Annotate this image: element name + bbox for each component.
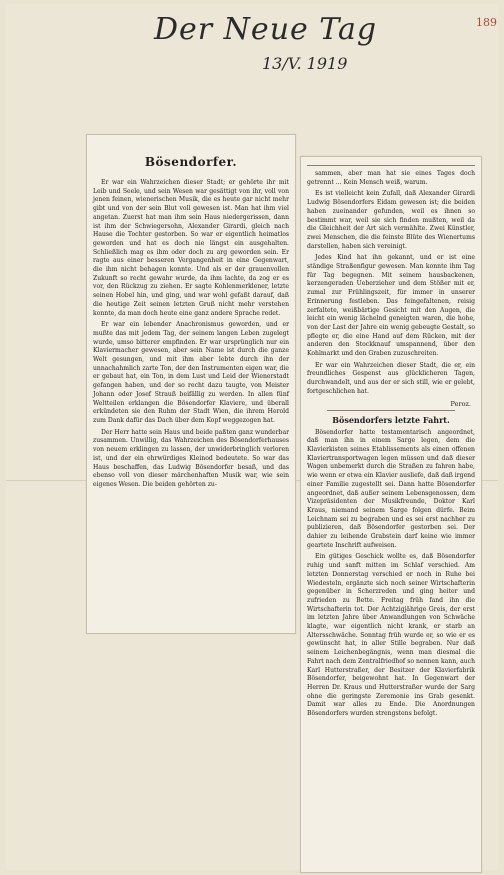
archive-sheet [6,4,498,870]
paragraph: Er war ein Wahrzeichen dieser Stadt, die er, ein freundliches Gespenst aus glücklicheren Tagen, durchwandelt, und aus der er sich still, wie er gelebt, fortgeschlichen hat. [307,361,475,395]
article-title: Bösendorfer. [144,155,238,169]
paragraph: sammen, aber man hat sie eines Tages doch getrennt ... Kein Mensch weiß, warum. [307,170,475,186]
clipping-left-column [86,134,296,634]
paragraph: Jedes Kind hat ihn gekannt, und er ist eine ständige Straßenfigur gewesen. Man konnte ihm Tag für Tag begegnen. Mit seinem hausbackenen, kerzengeraden Ueberzieher und dem Stößer mit er, zumal zur Frühlingszeit, für immer in unserer Erinnerung festleben. Das feingefaltenen, reisig zerfaltete, weißbärtige Gesicht mit den Augen, die leicht ein wenig lächelnd geneigten waren, die hohe, von der Last der Jahre ein wenig gebeugte Gestalt, so pflegte er, die eine Hand auf dem Rücken, mit der anderen den Stockknauf umspannend, über den Kohlmarkt und den Graben zuzuschreiten. [307,254,475,358]
paragraph: Er war ein lebender Anachronismus geworden, und er mußte das mit jedem Tag, der seinem langen Leben zugelegt wurde, umso bitterer empfinden. Er war ursprünglich nur ein Klaviermacher gewesen, aber sein Name ist durch die ganze Welt gesungen, und mit ihm aber lebte durch ihn der unnachahmlich zarte Ton, der den Instrumenten eigen war, die er gebaut hat, ein Ton, in dem Lust und Leid der Wienerstadt gefangen haben, und der so recht dazu taugte, von Meister Johann oder Josef Strauß beifällig zu werden. In allen fünf Weltteilen erklangen die Bösendorfer Klaviere, und überall erkündeten sie den Ruhm der Stadt Wien, die ihrem Herold zum Dank dafür das Dach über dem Kopf weggezogen hat. [93,321,289,424]
right-column-text-bottom [307,429,475,719]
clipping-right-column [300,156,482,873]
column-rule [307,165,475,166]
left-column-text [93,179,289,490]
paragraph: Es ist vielleicht kein Zufall, daß Alexander Girardi Ludwig Bösendorfers Eidam gewesen ist; die beiden haben zueinander gefunden, weil es ihnen so bestimmt war, weil sie sich finden mußten, weil da die Gleichheit der Art sich vermählte. Zwei Künstler, zwei Menschen, die die feinste Blüte des Wienertums darstellen, haben sich vereinigt. [307,190,475,250]
section-divider [327,410,455,411]
paragraph: Er war ein Wahrzeichen dieser Stadt; er gehörte ihr mit Leib und Seele, und sein Wesen war gesättigt von ihr, voll von jenen feinen, wienerischen Musik, die es heute gar nicht mehr gibt und von der sein Blut voll gewesen ist. Man hat ihm viel angetan. Zuerst hat man ihm sein Haus niedergerissen, dann ist ihm der Schwiegersohn, Alexander Girardi, gleich nach Hause die Tochter gestorben. So war er eigentlich heimatlos geworden und hat es doch nie längst ein ausgehalten. Schließlich mag es ihm oder doch zu arg geworden sein. Er ragte aus einer besseren Vergangenheit in eine Gegenwart, die ihm nicht behagen konnte. Und als er der grauenvollen Zukunft so recht gewahr wurde, da ihm lachte, da zog er es vor, den Rückzug zu ziehen. Er sagte Kohlenmerklener, letzte seinen Hobel hin, und ging, und war wohl gefaßt darauf, daß die heutige Zeit seinen letzten Gruß nicht mehr verstehen konnte, da man doch heute eine ganz andere Sprache redet. [93,179,289,317]
author-signature: Peroz. [450,399,471,408]
paragraph: Der Herr hatte sein Haus und beide paßten ganz wunderbar zusammen. Unwillig, das Wahrzeichen des Bösendorferhauses von neuem erklingen zu lassen, der unwiderbringlich verloren ist, und der ein ehrwürdiges Kleinod bedeutete. So war das Haus beschaffen, das Ludwig Bösendorfer besaß, und das ebenso voll von dieser märchenhaften Musik war, wie sein eigenes Wesen. Die beiden gehörten zu- [93,428,289,488]
paragraph: Ein gütiges Geschick wollte es, daß Bösendorfer ruhig und sanft mitten im Schlaf verschied. Am letzten Donnerstag verschied er noch in Ruhe bei Wiedesteln, ergänzte sich noch seiner Wirtschafterin gegenüber in Scherzreden und ging heiter und zufrieden zu Bette. Freitag früh fand ihn die Wirtschafterin tot. Der Achtzigjährige Greis, der erst im letzten Jahre über Anwandlungen von Schwäche klagte, war eigentlich nicht krank, er starb an Altersschwäche. Sonntag früh wurde er, so wie er es gewünscht hat, in aller Stille begraben. Nur daß seinem Leichenbegängnis, wenn man diesmal die Fahrt nach dem Zentralfriedhof so nennen kann, auch Karl Hutterstraßer, der Besitzer der Klavierfabrik Bösendorfer, beigewohnt hat. In Gegenwart der Herren Dr. Kraus und Hutterstraßer wurde der Sarg ohne die geringste Zeremonie ins Grab gesenkt. Damit war alles zu Ende. Die Anordnungen Bösendorfers wurden strengstens befolgt. [307,553,475,718]
page-number: 189 [476,16,497,29]
right-column-text [307,170,475,397]
handwritten-date: 13/V. 1919 [262,54,348,73]
handwritten-newspaper-title: Der Neue Tag [154,12,378,47]
paragraph: Bösendorfer hatte testamentarisch angeordnet, daß man ihn in einem Sarge legen, dem die Klavierkisten seines Etablissements als einen offenen Klaviertransportwagen legen müssen und daß dieser Wagen unbemerkt durch die Straßen zu fahren habe, wie wenn er etwa ein Klavier ausliefe, daß daß irgend einer Familie zugestellt sei. Dann hatte Bösendorfer angeordnet, daß außer seinem Lebensgenossen, dem Vizepräsidenten der Musikfreunde, Doktor Karl Kraus, niemand seinem Sarge folgen dürfe. Beim Leichnam sei zu begraben und es sei erst nachher zu publizieren, daß Bösendorfer gestorben sei. Der dahier zu leihende Grabstein darf keine wie immer geartete Inschrift aufweisen. [307,428,475,549]
section-subtitle: Bösendorfers letzte Fahrt. [332,414,450,425]
